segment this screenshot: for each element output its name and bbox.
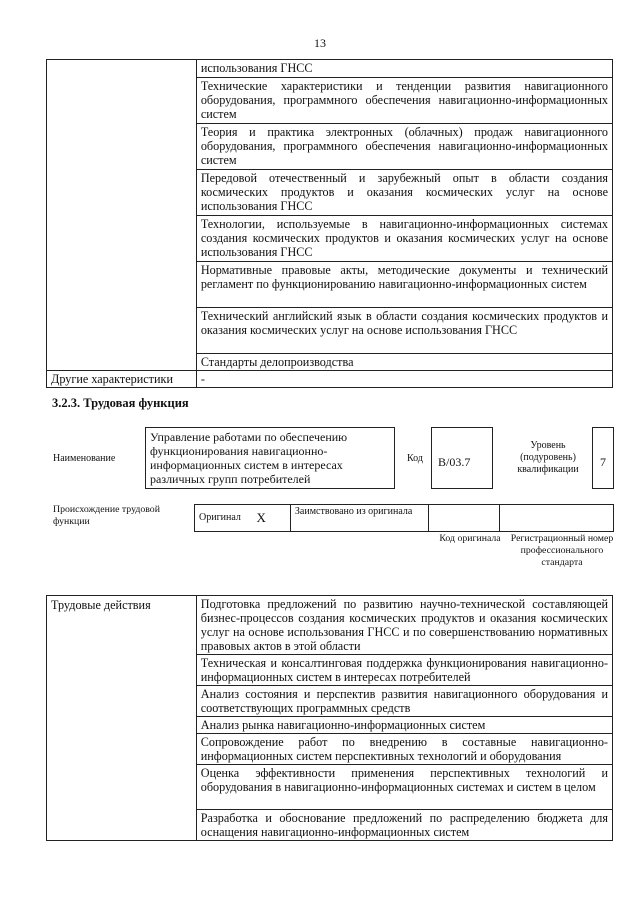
registration-number-cell (500, 505, 614, 532)
section-title: 3.2.3. Трудовая функция (52, 396, 189, 410)
knowledge-item: Нормативные правовые акты, методические документы и технический регламент по функционированию навигационно-информационных систем (196, 262, 612, 308)
code-value: B/03.7 (438, 455, 471, 469)
origin-table (194, 504, 614, 532)
knowledge-item: Теория и практика электронных (облачных) продаж навигационного оборудования, программного обеспечения навигационно-информационных систем (196, 124, 612, 170)
code-label: Код (407, 453, 423, 464)
function-name-box (145, 427, 395, 489)
actions-label: Трудовые действия (47, 596, 197, 841)
knowledge-table (46, 59, 613, 388)
knowledge-item: Передовой отечественный и зарубежный опыт в области создания космических продуктов и оказания космических услуг на основе использования ГНСС (196, 170, 612, 216)
action-item: Анализ состояния и перспектив развития навигационного оборудования и соответствующих программных средств (196, 686, 612, 717)
actions-table (46, 595, 613, 841)
action-item: Подготовка предложений по развитию научно-технической составляющей бизнес-процессов создания космических продуктов и оказания космических услуг на основе использования ГНСС и по совершенствованию нормативных правовых актов в этой области (196, 596, 612, 655)
knowledge-item: Технический английский язык в области создания космических продуктов и оказания космических услуг на основе использования ГНСС (196, 308, 612, 354)
table-row (47, 60, 613, 78)
name-label: Наименование (53, 453, 116, 464)
original-code-cell (428, 505, 500, 532)
knowledge-item: Стандарты делопроизводства (196, 354, 612, 371)
knowledge-label-cell (47, 60, 197, 371)
page-number: 13 (314, 36, 326, 50)
code-caption: Код оригинала (439, 533, 501, 544)
table-row (47, 596, 613, 655)
function-name-value: Управление работами по обеспечению функционирования навигационно-информационных систем в интересах различных групп потребителей (150, 430, 348, 486)
level-label: Уровень (подуровень) квалификации (517, 440, 579, 475)
knowledge-item: Технологии, используемые в навигационно-информационных системах создания космических продуктов и оказания космических услуг на основе использования ГНСС (196, 216, 612, 262)
table-row (47, 371, 613, 388)
action-item: Анализ рынка навигационно-информационных систем (196, 717, 612, 734)
borrowed-label: Заимствовано из оригинала (290, 505, 428, 532)
original-mark: X (252, 505, 290, 532)
other-characteristics-label: Другие характеристики (47, 371, 197, 388)
table-row (195, 505, 614, 532)
level-box (592, 427, 614, 489)
code-box (431, 427, 493, 489)
action-item: Оценка эффективности применения перспективных технологий и оборудования в навигационно-информационных системах и систем в целом (196, 765, 612, 810)
original-label: Оригинал (195, 505, 253, 532)
action-item: Сопровождение работ по внедрению в составные навигационно-информационных систем перспективных технологий и оборудования (196, 734, 612, 765)
origin-label: Происхождение трудовой функции (53, 504, 160, 527)
action-item: Разработка и обоснование предложений по распределению бюджета для оснащения навигационно-информационных систем (196, 810, 612, 841)
reg-caption: Регистрационный номер профессионального стандарта (510, 533, 614, 568)
level-value: 7 (600, 455, 606, 469)
other-characteristics-value: - (196, 371, 612, 388)
knowledge-item: использования ГНСС (196, 60, 612, 78)
knowledge-item: Технические характеристики и тенденции развития навигационного оборудования, программного обеспечения навигационно-информационных систем (196, 78, 612, 124)
action-item: Техническая и консалтинговая поддержка функционирования навигационно-информационных систем в интересах потребителей (196, 655, 612, 686)
